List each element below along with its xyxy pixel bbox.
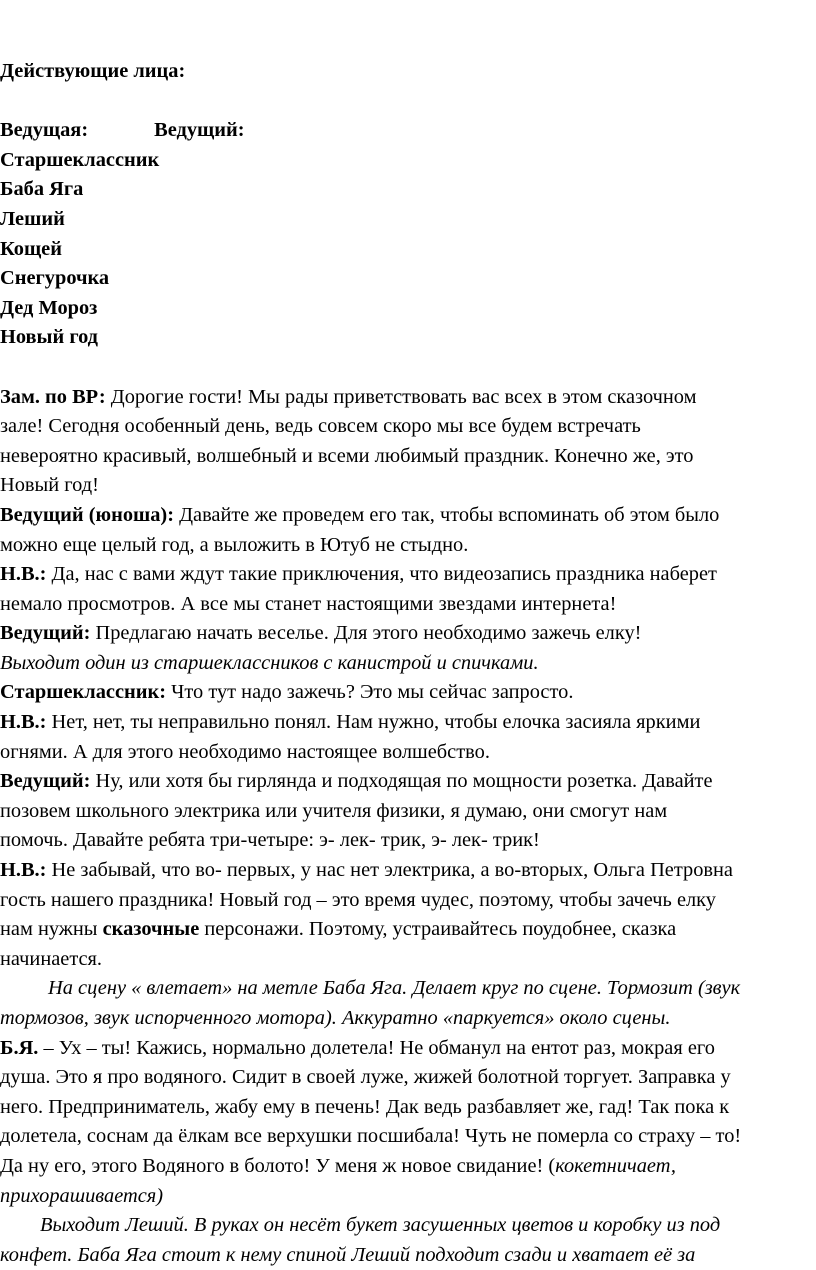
script-paragraph — [0, 619, 816, 649]
script-paragraph — [0, 678, 816, 708]
text-line — [0, 1211, 816, 1241]
script-paragraph — [0, 501, 816, 560]
script-paragraph — [0, 649, 816, 679]
speaker-label: Н.В.: — [0, 711, 52, 734]
text-line — [0, 708, 816, 738]
cast-character: Баба Яга — [0, 178, 84, 201]
cast-host-male: Ведущий: — [154, 119, 245, 142]
cast-character: Старшеклассник — [0, 148, 160, 171]
text-line — [0, 412, 816, 442]
speaker-label: Старшеклассник: — [0, 681, 172, 704]
cast-list — [0, 146, 816, 353]
cast-character: Новый год — [0, 326, 98, 349]
dialogue-text: нам нужны — [0, 918, 103, 941]
text-line — [0, 1122, 816, 1152]
dialogue-text: Да ну его, этого Водяного в болото! У меня ж новое свидание! ( — [0, 1154, 556, 1177]
stage-direction: тормозов, звук испорченного мотора). Аккуратно «паркуется» около сцены. — [0, 1007, 671, 1029]
cast-hosts-line — [0, 116, 816, 146]
text-line — [0, 560, 816, 590]
blank-line — [0, 87, 816, 117]
script-paragraph — [0, 560, 816, 619]
dialogue-text: Нет, нет, ты неправильно понял. Нам нужно, чтобы елочка засияла яркими — [51, 711, 701, 734]
text-line — [0, 886, 816, 916]
text-line — [0, 678, 816, 708]
cast-character: Кощей — [0, 237, 62, 260]
dialogue-text: Новый год! — [0, 474, 99, 497]
dialogue-text: начинается. — [0, 947, 103, 970]
cast-host-female: Ведущая: — [0, 119, 89, 142]
dialogue-text: персонажи. Поэтому, устраивайтесь поудобнее, сказка — [199, 918, 677, 941]
text-line — [0, 471, 816, 501]
dialogue-text: Не забывай, что во- первых, у нас нет электрика, а во-вторых, Ольга Петровна — [51, 859, 733, 882]
cast-character: Снегурочка — [0, 267, 110, 290]
dialogue-text: невероятно красивый, волшебный и всеми любимый праздник. Конечно же, это — [0, 444, 694, 467]
dialogue-text: помочь. Давайте ребята три-четыре: э- лек- трик, э- лек- трик! — [0, 829, 540, 852]
script-paragraph — [0, 708, 816, 767]
speaker-label: Н.В.: — [0, 859, 52, 882]
dialogue-text: долетела, соснам да ёлкам все верхушки посшибала! Чуть не померла со страху – то! — [0, 1125, 742, 1148]
script-body — [0, 383, 816, 1270]
cast-heading: Действующие лица: — [0, 60, 186, 82]
text-line — [0, 797, 816, 827]
dialogue-text: – Ух – ты! Кажись, нормально долетела! Не обманул на ентот раз, мокрая его — [43, 1036, 715, 1059]
stage-direction: конфет. Баба Яга стоит к нему спиной Леший подходит сзади и хватает её за — [0, 1243, 696, 1266]
dialogue-text: Да, нас с вами ждут такие приключения, что видеозапись праздника наберет — [51, 563, 717, 586]
text-line — [0, 945, 816, 975]
script-paragraph — [0, 1034, 816, 1212]
text-line — [0, 974, 816, 1004]
text-line — [0, 767, 816, 797]
document-page — [0, 57, 816, 1270]
script-paragraph — [0, 383, 816, 501]
speaker-label: Н.В.: — [0, 563, 52, 586]
dialogue-text: гость нашего праздника! Новый год – это время чудес, поэтому, чтобы зачечь елку — [0, 888, 716, 911]
dialogue-text: Предлагаю начать веселье. Для этого необходимо зажечь елку! — [95, 622, 642, 645]
text-line — [0, 1241, 816, 1270]
dialogue-text: Дорогие гости! Мы рады приветствовать вас всех в этом сказочном — [110, 385, 697, 408]
text-line — [0, 1034, 816, 1064]
dialogue-text: Давайте же проведем его так, чтобы вспоминать об этом было — [179, 503, 720, 526]
text-line — [0, 590, 816, 620]
stage-direction: кокетничает, — [555, 1154, 677, 1177]
text-line — [0, 531, 816, 561]
text-line — [0, 856, 816, 886]
script-paragraph — [0, 856, 816, 974]
speaker-label: Зам. по ВР: — [0, 385, 111, 408]
text-line — [0, 1093, 816, 1123]
script-paragraph — [0, 974, 816, 1033]
dialogue-text: зале! Сегодня особенный день, ведь совсем скоро мы все будем встречать — [0, 415, 641, 438]
text-line — [0, 619, 816, 649]
text-line — [0, 826, 816, 856]
dialogue-text: огнями. А для этого необходимо настоящее волшебство. — [0, 740, 490, 763]
speaker-label: Ведущий: — [0, 770, 96, 793]
stage-direction: Выходит один из старшеклассников с канистрой и спичками. — [0, 651, 539, 674]
dialogue-text: позовем школьного электрика или учителя физики, я думаю, они смогут нам — [0, 799, 668, 822]
text-line — [0, 383, 816, 413]
speaker-label: сказочные — [102, 918, 200, 941]
dialogue-text: Ну, или хотя бы гирлянда и подходящая по мощности розетка. Давайте — [95, 770, 713, 793]
text-line — [0, 915, 816, 945]
script-paragraph — [0, 1211, 816, 1270]
speaker-label: Ведущий (юноша): — [0, 503, 180, 526]
speaker-label: Ведущий: — [0, 622, 96, 645]
dialogue-text: можно еще целый год, а выложить в Ютуб не стыдно. — [0, 533, 469, 556]
dialogue-text: немало просмотров. А все мы станет настоящими звездами интернета! — [0, 592, 617, 615]
dialogue-text: душа. Это я про водяного. Сидит в своей луже, жижей болотной торгует. Заправка у — [0, 1066, 731, 1089]
speaker-label: Б.Я. — [0, 1036, 44, 1059]
cast-character: Леший — [0, 207, 65, 230]
text-line — [0, 1063, 816, 1093]
text-line — [0, 1182, 816, 1212]
text-line — [0, 1152, 816, 1182]
text-line — [0, 501, 816, 531]
stage-direction: прихорашивается) — [0, 1184, 164, 1207]
script-paragraph — [0, 767, 816, 856]
text-line — [0, 738, 816, 768]
blank-line — [0, 353, 816, 383]
dialogue-text: него. Предприниматель, жабу ему в печень! Дак ведь разбавляет же, гад! Так пока к — [0, 1095, 730, 1118]
dialogue-text: Что тут надо зажечь? Это мы сейчас запросто. — [171, 681, 574, 704]
text-line — [0, 442, 816, 472]
stage-direction: На сцену « влетает» на метле Баба Яга. Делает круг по сцене. Тормозит (звук — [48, 977, 741, 1000]
stage-direction: Выходит Леший. В руках он несёт букет засушенных цветов и коробку из под — [40, 1214, 721, 1237]
cast-character: Дед Мороз — [0, 296, 98, 319]
text-line — [0, 1004, 816, 1034]
text-line — [0, 649, 816, 679]
